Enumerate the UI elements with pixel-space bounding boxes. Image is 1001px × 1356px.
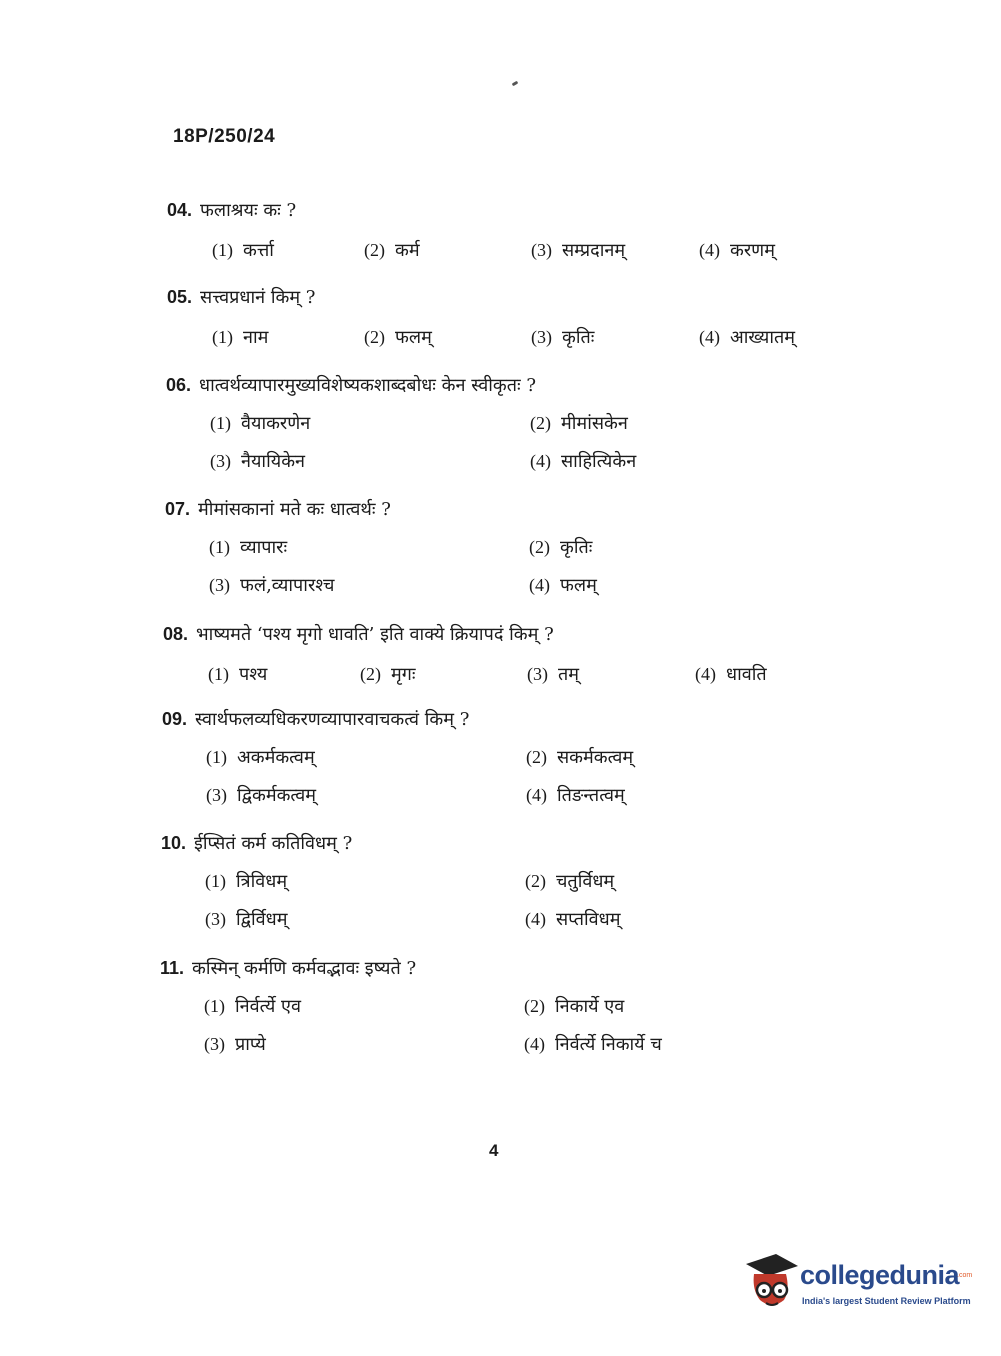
option-4	[699, 238, 775, 262]
option-1	[205, 869, 287, 893]
question-text-line	[167, 198, 296, 222]
option-text: व्यापारः	[240, 537, 288, 558]
option-text: निर्वर्त्ये निकार्ये च	[555, 1034, 662, 1055]
option-text: फलम्	[395, 327, 432, 348]
option-2	[530, 411, 628, 435]
option-number: (4)	[529, 575, 550, 595]
question-number: 05.	[167, 287, 193, 307]
option-text: पश्य	[239, 664, 268, 685]
option-text: नाम	[243, 327, 269, 348]
question-number: 08.	[163, 624, 189, 644]
option-text: फलम्	[560, 575, 597, 596]
question-3	[0, 373, 1001, 493]
option-3	[531, 238, 625, 262]
option-3	[527, 662, 579, 686]
option-number: (4)	[699, 240, 720, 260]
option-text: वैयाकरणेन	[241, 413, 311, 434]
option-number: (1)	[210, 413, 231, 433]
option-number: (4)	[524, 1034, 545, 1054]
option-number: (1)	[212, 327, 233, 347]
option-text: फलं,व्यापारश्च	[240, 575, 335, 596]
option-number: (1)	[206, 747, 227, 767]
question-number: 11.	[160, 958, 185, 978]
option-number: (1)	[212, 240, 233, 260]
option-number: (3)	[531, 240, 552, 260]
option-1	[204, 994, 301, 1018]
option-text: सप्तविधम्	[556, 909, 621, 930]
option-number: (2)	[530, 413, 551, 433]
question-number: 10.	[161, 833, 187, 853]
question-text-line	[166, 373, 536, 397]
option-2	[364, 325, 432, 349]
option-2	[524, 994, 624, 1018]
question-text: धात्वर्थव्यापारमुख्यविशेष्यकशाब्दबोधः केन स्वीकृतः ?	[199, 375, 536, 396]
question-text: फलाश्रयः कः ?	[200, 200, 297, 221]
question-text-line	[161, 831, 352, 855]
option-number: (1)	[205, 871, 226, 891]
option-2	[525, 869, 614, 893]
option-3	[531, 325, 594, 349]
option-text: सकर्मकत्वम्	[557, 747, 634, 768]
option-1	[209, 535, 287, 559]
question-text-line	[163, 622, 554, 646]
option-text: सम्प्रदानम्	[562, 240, 626, 261]
option-number: (4)	[695, 664, 716, 684]
option-3	[205, 907, 288, 931]
option-3	[204, 1032, 266, 1056]
page-number: 4	[489, 1141, 499, 1160]
option-4	[695, 662, 767, 686]
option-number: (3)	[210, 451, 231, 471]
option-4	[530, 449, 636, 473]
logo-tagline: India's largest Student Review Platform	[802, 1296, 971, 1306]
option-text: कर्त्ता	[243, 240, 274, 261]
option-1	[206, 745, 315, 769]
option-number: (2)	[364, 240, 385, 260]
question-text-line	[167, 285, 315, 309]
option-number: (3)	[531, 327, 552, 347]
question-7	[0, 831, 1001, 951]
option-text: धावति	[726, 664, 767, 685]
option-text: निर्वर्त्ये एव	[235, 996, 302, 1017]
option-number: (2)	[526, 747, 547, 767]
option-2	[529, 535, 592, 559]
option-text: तिङन्तत्वम्	[557, 785, 625, 806]
logo-wordmark: collegedunia	[800, 1260, 960, 1290]
option-1	[212, 238, 274, 262]
option-number: (3)	[209, 575, 230, 595]
option-1	[210, 411, 310, 435]
question-number: 09.	[162, 709, 188, 729]
option-4	[699, 325, 795, 349]
option-number: (1)	[208, 664, 229, 684]
question-text-line	[162, 707, 469, 731]
option-text: कर्म	[395, 240, 420, 261]
paper-code: 18P/250/24	[173, 126, 276, 147]
option-number: (4)	[525, 909, 546, 929]
question-8	[0, 956, 1001, 1076]
option-text: आख्यातम्	[730, 327, 796, 348]
option-4	[524, 1032, 662, 1056]
question-text-line	[160, 956, 416, 980]
option-3	[210, 449, 305, 473]
question-4	[0, 497, 1001, 617]
option-2	[364, 238, 420, 262]
collegedunia-logo	[742, 1250, 972, 1320]
option-text: कृतिः	[562, 327, 595, 348]
option-number: (3)	[205, 909, 226, 929]
option-text: द्विर्विधम्	[236, 909, 288, 930]
question-number: 04.	[167, 200, 193, 220]
option-3	[206, 783, 316, 807]
option-3	[209, 573, 334, 597]
option-text: कृतिः	[560, 537, 593, 558]
option-number: (4)	[699, 327, 720, 347]
option-2	[526, 745, 633, 769]
question-text: मीमांसकानां मते कः धात्वर्थः ?	[198, 499, 391, 520]
option-number: (2)	[524, 996, 545, 1016]
scan-speck	[512, 81, 519, 87]
option-number: (4)	[530, 451, 551, 471]
option-number: (3)	[527, 664, 548, 684]
option-number: (4)	[526, 785, 547, 805]
option-text: प्राप्ये	[235, 1034, 266, 1055]
question-number: 07.	[165, 499, 191, 519]
question-number: 06.	[166, 375, 192, 395]
option-4	[526, 783, 625, 807]
option-text: साहित्यिकेन	[561, 451, 637, 472]
option-text: मीमांसकेन	[561, 413, 628, 434]
option-4	[525, 907, 620, 931]
option-text: तम्	[558, 664, 580, 685]
question-6	[0, 707, 1001, 827]
question-text: सत्त्वप्रधानं किम् ?	[200, 287, 316, 308]
option-number: (2)	[525, 871, 546, 891]
option-number: (2)	[364, 327, 385, 347]
question-text: ईप्सितं कर्म कतिविधम् ?	[194, 833, 353, 854]
option-number: (3)	[206, 785, 227, 805]
option-1	[212, 325, 268, 349]
option-text: निकार्ये एव	[555, 996, 625, 1017]
option-text: त्रिविधम्	[236, 871, 288, 892]
option-text: नैयायिकेन	[241, 451, 306, 472]
question-text: कस्मिन् कर्मणि कर्मवद्भावः इष्यते ?	[192, 958, 417, 979]
option-text: मृगः	[391, 664, 416, 685]
option-number: (2)	[360, 664, 381, 684]
question-text: स्वार्थफलव्यधिकरणव्यापारवाचकत्वं किम् ?	[195, 709, 470, 730]
option-text: अकर्मकत्वम्	[237, 747, 315, 768]
option-number: (3)	[204, 1034, 225, 1054]
option-4	[529, 573, 597, 597]
option-number: (2)	[529, 537, 550, 557]
option-2	[360, 662, 416, 686]
option-1	[208, 662, 267, 686]
mascot-icon	[742, 1250, 802, 1316]
option-text: चतुर्विधम्	[556, 871, 615, 892]
option-text: करणम्	[730, 240, 775, 261]
option-number: (1)	[209, 537, 230, 557]
option-text: द्विकर्मकत्वम्	[237, 785, 316, 806]
question-text-line	[165, 497, 391, 521]
option-number: (1)	[204, 996, 225, 1016]
question-text: भाष्यमते ‘पश्य मृगो धावति’ इति वाक्ये क्रियापदं किम् ?	[196, 624, 554, 645]
logo-suffix: .com	[957, 1272, 973, 1279]
